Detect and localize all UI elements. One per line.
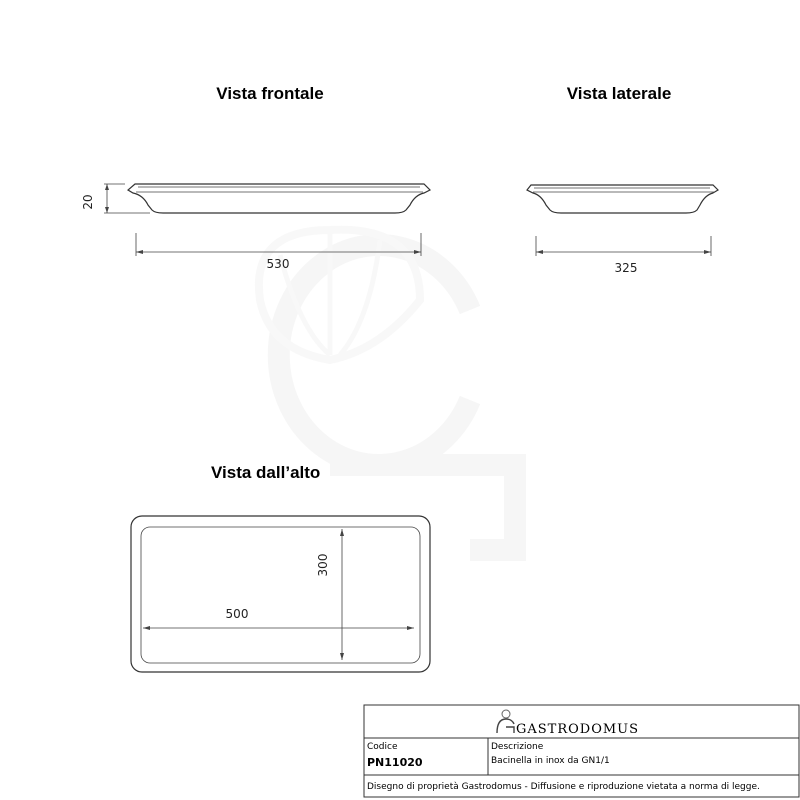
top-depth-dimension <box>340 529 344 660</box>
top-view-title <box>211 463 320 482</box>
front-view-title: Vista frontale <box>216 84 324 103</box>
front-view-tray <box>128 184 430 213</box>
footer-notice: Disegno di proprietà Gastrodomus - Diffusione e riproduzione vietata a norma di legge. <box>367 782 760 792</box>
top-length-label: 500 <box>225 607 249 621</box>
watermark-logo <box>259 230 515 550</box>
top-view-title-a: Vista dall <box>211 463 286 482</box>
top-view-tray <box>131 516 430 672</box>
top-length-dimension <box>143 626 414 630</box>
side-width-label: 325 <box>614 261 638 275</box>
front-height-label: 20 <box>81 194 95 210</box>
description-label: Descrizione <box>491 742 544 752</box>
side-view-title: Vista laterale <box>566 84 672 103</box>
brand-logo-icon <box>497 710 514 733</box>
description-value: Bacinella in inox da GN1/1 <box>491 756 610 766</box>
side-view-tray <box>527 185 718 213</box>
side-width-dimension <box>536 236 711 256</box>
brand-name: GASTRODOMUS <box>516 722 640 737</box>
top-depth-label: 300 <box>316 553 330 577</box>
front-width-label: 530 <box>266 257 290 271</box>
code-label: Codice <box>367 742 398 752</box>
top-view-title-b: ’alto <box>285 463 321 482</box>
code-value: PN11020 <box>367 756 423 769</box>
